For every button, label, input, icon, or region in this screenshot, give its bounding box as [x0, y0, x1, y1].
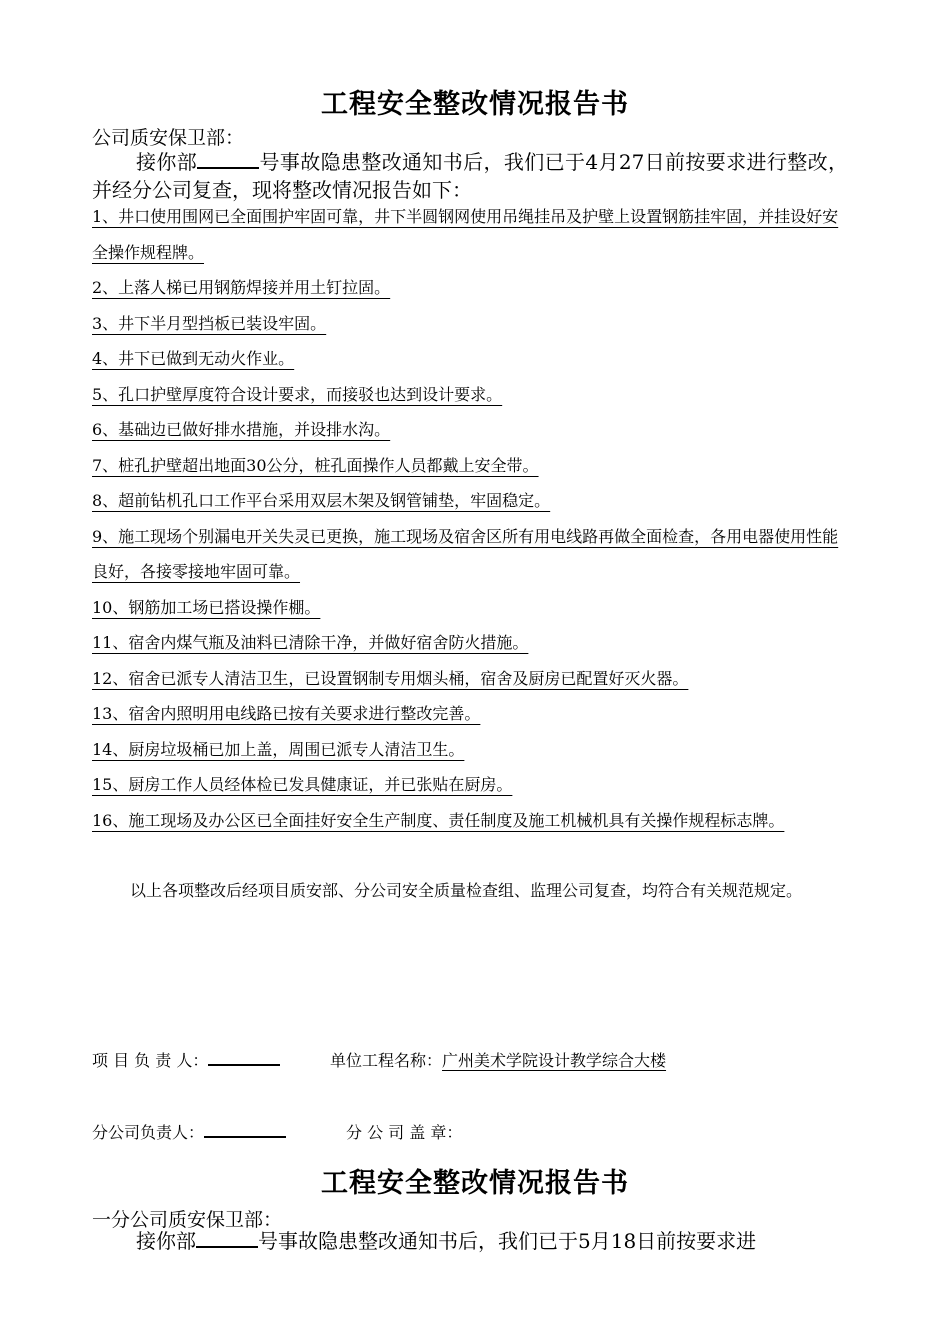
intro-paragraph: [92, 148, 848, 204]
list-item: 5、孔口护壁厚度符合设计要求，而接驳也达到设计要求。: [92, 384, 503, 404]
list-item: 11、宿舍内煤气瓶及油料已清除干净，并做好宿舍防火措施。: [92, 633, 529, 652]
branch-leader-field: [92, 1120, 286, 1143]
salutation: 公司质安保卫部：: [92, 127, 245, 149]
intro-prefix: 接你部: [136, 150, 198, 174]
list-item: 9、施工现场个别漏电开关失灵已更换，施工现场及宿舍区所有用电线路再做全面检查，各用电器使用性能良好，各接零接地牢固可靠。: [92, 526, 839, 581]
intro-prefix-2: 接你部: [136, 1229, 196, 1253]
intro-text-2: 号事故隐患整改通知书后，我们已于5月18日前按要求进: [258, 1229, 757, 1253]
report-title: 工程安全整改情况报告书: [321, 89, 629, 120]
project-leader-label: 项 目 负 责 人：: [92, 1051, 209, 1070]
project-name-field: [330, 1048, 666, 1071]
list-item: 15、厨房工作人员经体检已发具健康证，并已张贴在厨房。: [92, 775, 513, 794]
list-item: 14、厨房垃圾桶已加上盖，周围已派专人清洁卫生。: [92, 739, 465, 759]
notice-number-blank: [197, 149, 259, 169]
list-item: 2、上落人梯已用钢筋焊接并用土钉拉固。: [92, 278, 391, 297]
list-item: 3、井下半月型挡板已装设牢固。: [92, 313, 327, 333]
list-item: 13、宿舍内照明用电线路已按有关要求进行整改完善。: [92, 704, 481, 723]
salutation-2: 一分公司质安保卫部：: [92, 1209, 283, 1231]
notice-number-blank-2: [196, 1228, 258, 1248]
intro-text: 号事故隐患整改通知书后，我们已于4月27日前按要求进行整改，并经分公司复查，现将整改情况报告如下：: [92, 150, 848, 202]
list-item: 10、钢筋加工场已搭设操作棚。: [92, 597, 321, 617]
project-leader-field: [92, 1048, 280, 1071]
list-item: 4、井下已做到无动火作业。: [92, 349, 295, 368]
report-title-2: 工程安全整改情况报告书: [321, 1168, 629, 1199]
project-name-value: 广州美术学院设计教学综合大楼: [442, 1051, 667, 1070]
intro-paragraph-2: [92, 1227, 848, 1255]
list-item: 7、桩孔护壁超出地面30公分，桩孔面操作人员都戴上安全带。: [92, 455, 539, 475]
list-item: 8、超前钻机孔口工作平台采用双层木架及钢管铺垫，牢固稳定。: [92, 491, 551, 510]
project-leader-blank: [208, 1048, 280, 1066]
branch-leader-blank: [204, 1120, 286, 1138]
branch-seal-label: 分 公 司 盖 章：: [346, 1123, 463, 1142]
project-name-label: 单位工程名称：: [330, 1051, 443, 1070]
branch-seal-field: [346, 1120, 462, 1143]
rectification-list: [92, 199, 852, 838]
conclusion-paragraph: 以上各项整改后经项目质安部、分公司安全质量检查组、监理公司复查，均符合有关规范规定。: [130, 881, 803, 900]
list-item: 6、基础边已做好排水措施，并设排水沟。: [92, 420, 391, 439]
list-item: 1、井口使用围网已全面围护牢固可靠，井下半圆钢网使用吊绳挂吊及护壁上设置钢筋挂牢固，并挂设好安全操作规程牌。: [92, 207, 839, 262]
list-item: 16、施工现场及办公区已全面挂好安全生产制度、责任制度及施工机械机具有关操作规程标志牌。: [92, 810, 785, 830]
list-item: 12、宿舍已派专人清洁卫生，已设置钢制专用烟头桶，宿舍及厨房已配置好灭火器。: [92, 668, 689, 688]
branch-leader-label: 分公司负责人：: [92, 1123, 205, 1142]
